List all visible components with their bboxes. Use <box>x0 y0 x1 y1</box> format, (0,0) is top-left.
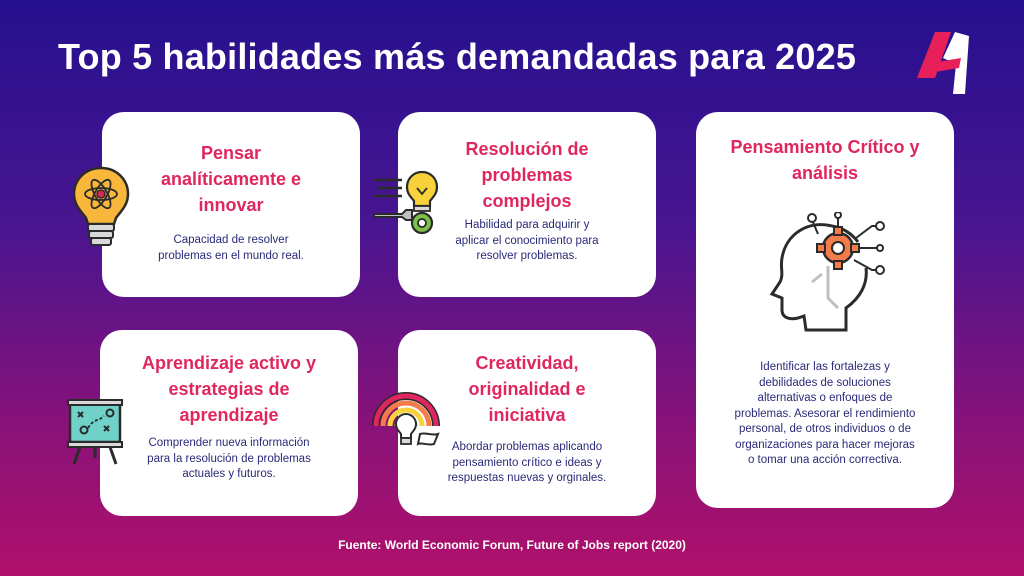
skill-card-active-learning <box>100 330 358 516</box>
card-description: Comprender nueva información para la resolución de problemas actuales y futuros. <box>147 437 311 480</box>
head-gear-circuit-icon <box>768 212 886 332</box>
card-title: Pensar analíticamente e innovar <box>160 143 302 215</box>
source-footnote: Fuente: World Economic Forum, Future of Jobs report (2020) <box>338 538 686 552</box>
card-description: Identificar las fortalezas y debilidades de soluciones alternativas o enfoques de problemas. Asesorar el rendimiento personal, de otros individuos o de organizaciones para hacer mejoras o tomar una acción correctiva. <box>734 361 916 466</box>
card-title: Creatividad, originalidad e iniciativa <box>468 353 586 425</box>
rainbow-bulb-icon <box>372 384 442 450</box>
strategy-board-icon <box>66 398 124 466</box>
card-title: Resolución de problemas complejos <box>465 139 589 211</box>
card-title: Aprendizaje activo y estrategias de aprendizaje <box>141 353 317 425</box>
card-title: Pensamiento Crítico y análisis <box>730 137 920 183</box>
card-description: Habilidad para adquirir y aplicar el conocimiento para resolver problemas. <box>455 219 599 262</box>
card-description: Abordar problemas aplicando pensamiento crítico e ideas y respuestas nuevas y orginales. <box>447 441 607 484</box>
brand-logo-icon <box>913 28 975 96</box>
skill-card-analytical <box>102 112 360 297</box>
bulb-gear-wrench-icon <box>372 170 442 238</box>
page-title: Top 5 habilidades más demandadas para 2025 <box>58 36 857 77</box>
card-description: Capacidad de resolver problemas en el mundo real. <box>158 234 304 262</box>
lightbulb-atom-icon <box>72 166 130 250</box>
